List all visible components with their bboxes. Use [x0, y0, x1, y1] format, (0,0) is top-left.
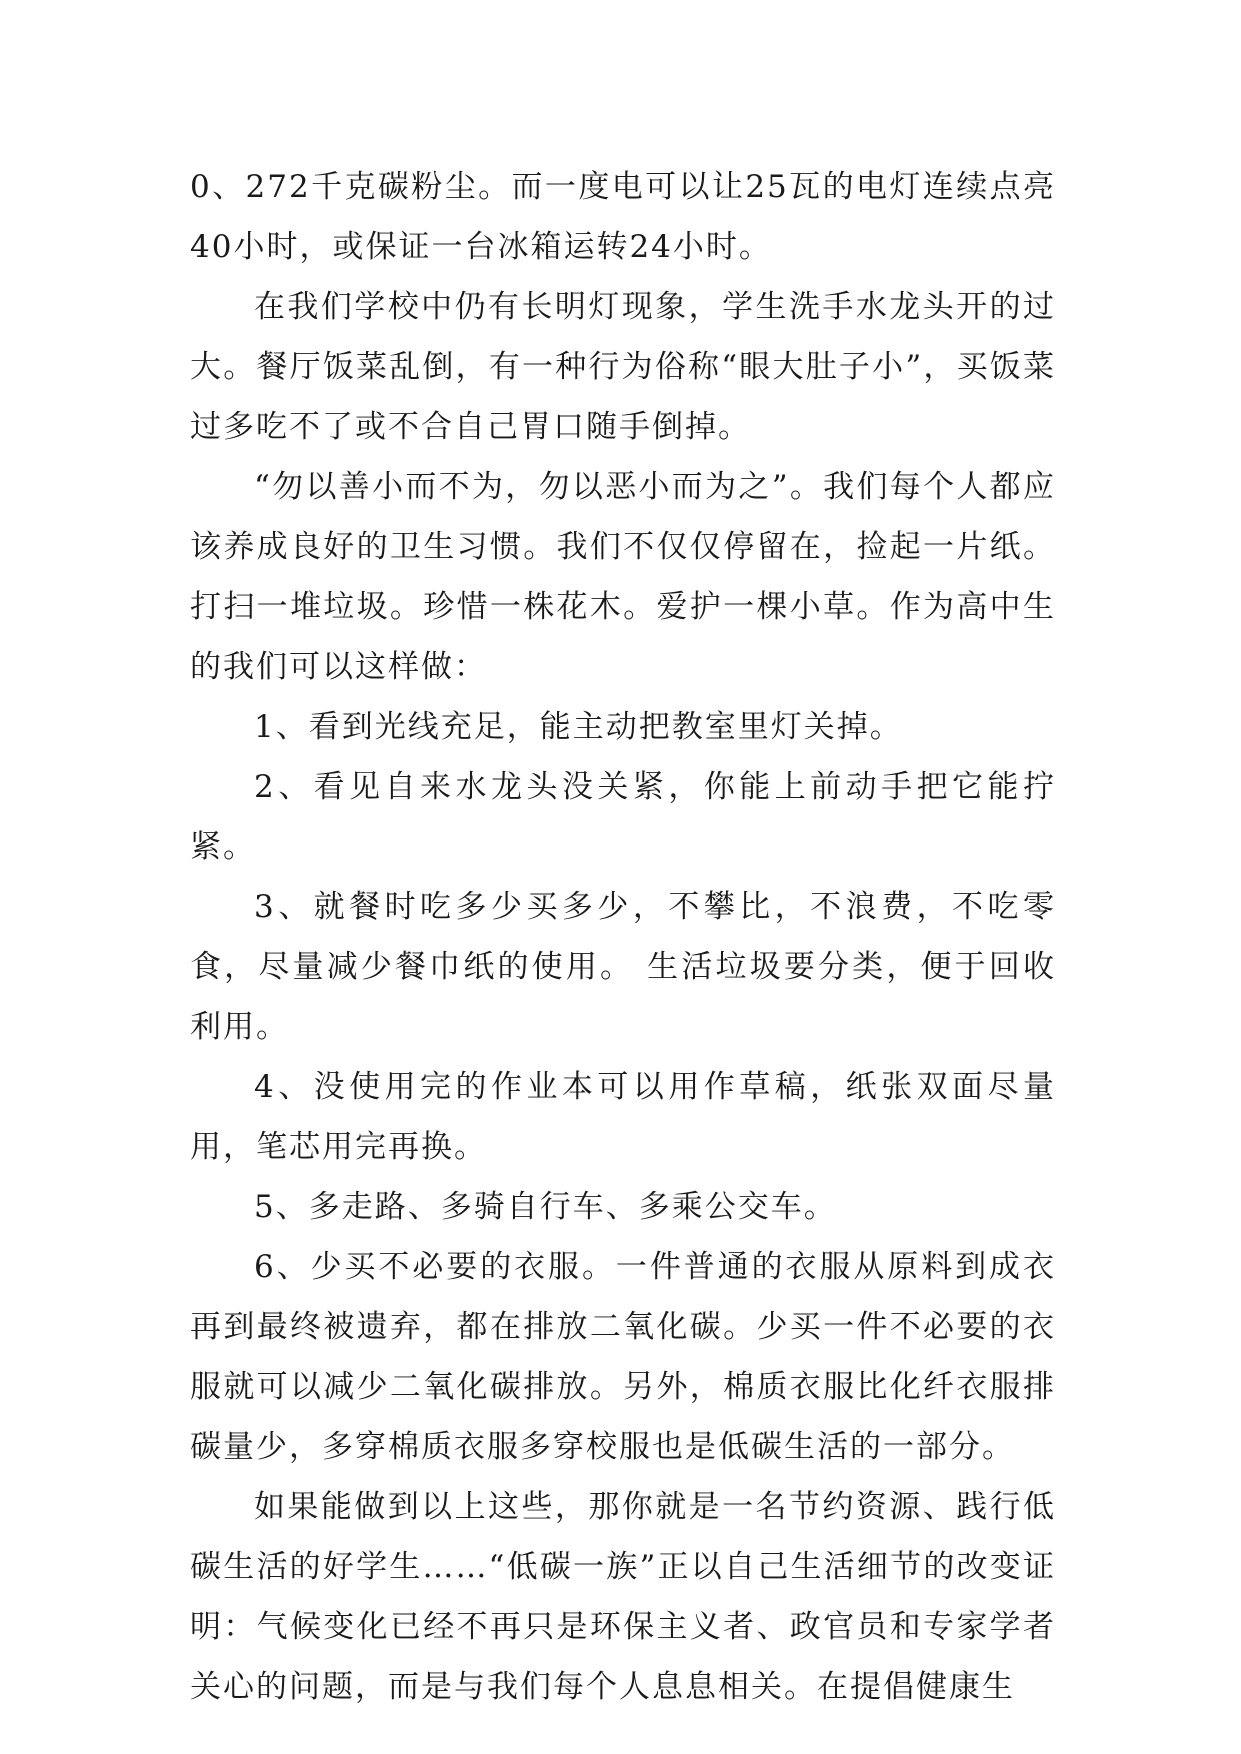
paragraph-school-waste: 在我们学校中仍有长明灯现象，学生洗手水龙头开的过大。餐厅饭菜乱倒，有一种行为俗称“眼大肚子小”，买饭菜过多吃不了或不合自己胃口随手倒掉。	[190, 289, 1056, 445]
list-item-paper: 4、没使用完的作业本可以用作草稿，纸张双面尽量用，笔芯用完再换。	[190, 1069, 1056, 1165]
paragraph-habits: “勿以善小而不为，勿以恶小而为之”。我们每个人都应该养成良好的卫生习惯。我们不仅仅停留在，捡起一片纸。打扫一堆垃圾。珍惜一株花木。爱护一棵小草。作为高中生的我们可以这样做：	[190, 469, 1056, 685]
list-item-faucet: 2、看见自来水龙头没关紧，你能上前动手把它能拧紧。	[190, 769, 1056, 865]
document-body	[190, 157, 1056, 1717]
list-item-lights: 1、看到光线充足，能主动把教室里灯关掉。	[254, 709, 903, 745]
paragraph-conclusion: 如果能做到以上这些，那你就是一名节约资源、践行低碳生活的好学生……“低碳一族”正以自己生活细节的改变证明：气候变化已经不再只是环保主义者、政官员和专家学者关心的问题，而是与我们每个人息息相关。在提倡健康生	[190, 1489, 1056, 1705]
list-item-clothing: 6、少买不必要的衣服。一件普通的衣服从原料到成衣再到最终被遗弃，都在排放二氧化碳。少买一件不必要的衣服就可以减少二氧化碳排放。另外，棉质衣服比化纤衣服排碳量少，多穿棉质衣服多穿校服也是低碳生活的一部分。	[190, 1249, 1056, 1465]
list-item-transport: 5、多走路、多骑自行车、多乘公交车。	[254, 1189, 837, 1225]
list-item-dining: 3、就餐时吃多少买多少，不攀比，不浪费，不吃零食，尽量减少餐巾纸的使用。 生活垃圾要分类，便于回收利用。	[190, 889, 1056, 1045]
paragraph-continuation: 0、272千克碳粉尘。而一度电可以让25瓦的电灯连续点亮40小时，或保证一台冰箱运转24小时。	[190, 169, 1056, 265]
